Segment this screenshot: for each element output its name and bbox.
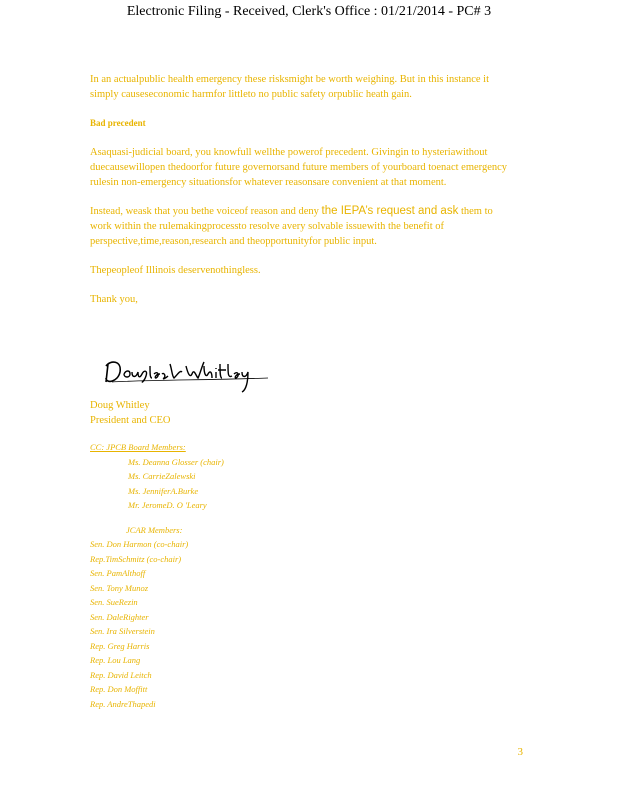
- closing-block: [90, 398, 171, 428]
- request-text-emphasis: the IEPA’s request and ask: [321, 205, 459, 217]
- jcar-member: Rep. AndreThapedi: [90, 698, 156, 709]
- jcar-member: Rep.TimSchmitz (co-chair): [90, 553, 182, 564]
- page-number: 3: [517, 746, 523, 758]
- jcar-member: Sen. SueRezin: [90, 597, 138, 607]
- signature-image: [100, 352, 280, 396]
- jcar-label: JCAR Members:: [126, 524, 183, 535]
- jcar-member: Sen. PamAlthoff: [90, 568, 146, 578]
- request-text-a: Instead, weask that you bethe voiceof reason and deny: [90, 206, 322, 217]
- paragraph-health-emergency: In an actualpublic health emergency these risksmight be worth weighing. But in this instance it simply causeseconomic harmfor littleto no public safety orpublic heath gain.: [90, 74, 490, 100]
- jcar-member: Sen. DaleRighter: [90, 611, 149, 622]
- section-heading: Bad precedent: [90, 118, 146, 128]
- jcar-member: Rep. Don Moffitt: [90, 684, 148, 694]
- filing-header: Electronic Filing - Received, Clerk's Office : 01/21/2014 - PC# 3: [126, 4, 492, 19]
- paragraph-request: [90, 204, 510, 249]
- cc-label: CC: JPCB Board Members:: [90, 442, 186, 452]
- paragraph-precedent: Asaquasi-judicial board, you knowfull wellthe powerof precedent. Givingin to hysteriawithout duecausewillopen thedoorfor future governorsand future members of yourboard toenact emergency rulesin non-emergency situationsfor whatever reasonsare convenient at that moment.: [90, 147, 508, 188]
- jcar-member: Sen. Tony Munoz: [90, 582, 149, 593]
- request-text-c: them to work within the rulemakingprocessto resolve avery solvable issuewith the benefit of perspective,time,reason,research and theopportunityfor public input.: [90, 206, 493, 247]
- signer-name: Doug Whitley: [90, 400, 150, 411]
- jcar-member: Sen. Don Harmon (co-chair): [90, 539, 189, 549]
- cc-board-member: Ms. CarrieZalewski: [128, 471, 196, 481]
- paragraph-people: Thepeopleof Illinois deservenothingless.: [90, 265, 261, 276]
- jcar-member: Rep. David Leitch: [90, 669, 152, 680]
- thank-you: Thank you,: [90, 294, 138, 305]
- letter-body: [90, 72, 510, 321]
- signer-title: President and CEO: [90, 415, 171, 426]
- jcar-member: Rep. Greg Harris: [90, 640, 150, 651]
- cc-board-member: Ms. JenniferA.Burke: [128, 485, 199, 496]
- cc-board-member: Mr. JeromeD. O 'Leary: [128, 500, 207, 510]
- cc-board-member: Ms. Deanna Glosser (chair): [128, 456, 224, 467]
- cc-list: [90, 442, 390, 713]
- jcar-member: Rep. Lou Lang: [90, 655, 141, 665]
- jcar-member: Sen. Ira Silverstein: [90, 626, 155, 636]
